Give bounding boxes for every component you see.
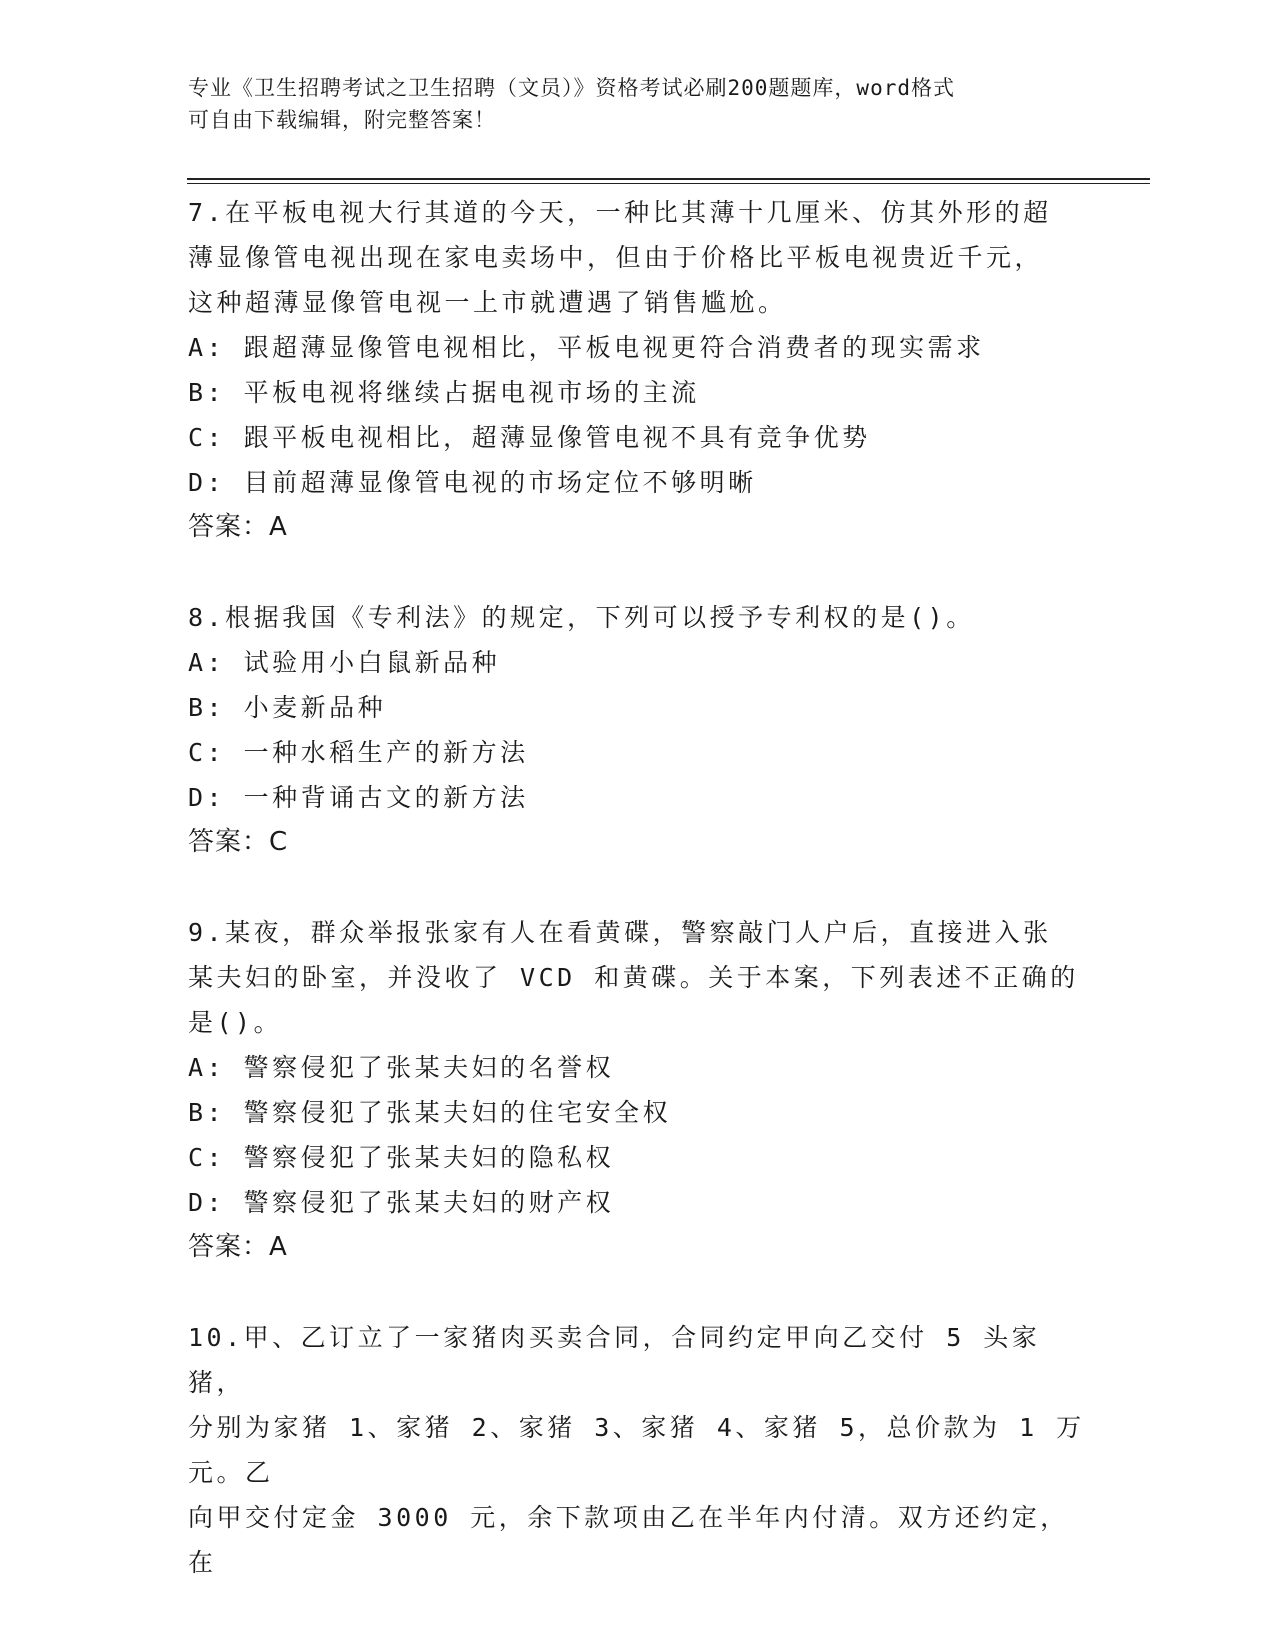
question-stem-line: 是()。 — [188, 1008, 283, 1037]
answer: 答案：A — [188, 512, 288, 542]
header-line-2: 可自由下载编辑，附完整答案！ — [188, 108, 496, 132]
option-d: D: 一种背诵古文的新方法 — [188, 783, 529, 812]
question-stem-line: 某夫妇的卧室，并没收了 VCD 和黄碟。关于本案，下列表述不正确的 — [188, 963, 1079, 992]
question-stem-line: 薄显像管电视出现在家电卖场中，但由于价格比平板电视贵近千元， — [188, 243, 1044, 272]
question-stem-line: 10.甲、乙订立了一家猪肉买卖合同，合同约定甲向乙交付 5 头家猪， — [188, 1323, 1041, 1397]
option-d: D: 警察侵犯了张某夫妇的财产权 — [188, 1188, 615, 1217]
question-block-8 — [188, 595, 1088, 865]
question-stem-line: 这种超薄显像管电视一上市就遭遇了销售尴尬。 — [188, 288, 787, 317]
option-c: C: 跟平板电视相比，超薄显像管电视不具有竞争优势 — [188, 423, 871, 452]
answer: 答案：C — [188, 827, 289, 857]
header-line-1: 专业《卫生招聘考试之卫生招聘（文员）》资格考试必刷200题题库，word格式 — [188, 76, 955, 100]
question-stem-line: 向甲交付定金 3000 元，余下款项由乙在半年内付清。双方还约定，在 — [188, 1503, 1069, 1577]
option-b: B: 警察侵犯了张某夫妇的住宅安全权 — [188, 1098, 672, 1127]
answer: 答案：A — [188, 1232, 288, 1262]
option-a: A: 跟超薄显像管电视相比，平板电视更符合消费者的现实需求 — [188, 333, 985, 362]
question-block-9 — [188, 910, 1088, 1270]
option-a: A: 试验用小白鼠新品种 — [188, 648, 501, 677]
question-stem-line: 8.根据我国《专利法》的规定，下列可以授予专利权的是()。 — [188, 603, 975, 632]
header-divider-thick — [187, 178, 1150, 180]
option-d: D: 目前超薄显像管电视的市场定位不够明晰 — [188, 468, 757, 497]
option-b: B: 小麦新品种 — [188, 693, 387, 722]
question-block-7 — [188, 190, 1088, 550]
question-stem-line: 7.在平板电视大行其道的今天，一种比其薄十几厘米、仿其外形的超 — [188, 198, 1052, 227]
question-stem-line: 9.某夜，群众举报张家有人在看黄碟，警察敲门人户后，直接进入张 — [188, 918, 1052, 947]
question-stem-line: 分别为家猪 1、家猪 2、家猪 3、家猪 4、家猪 5，总价款为 1 万元。乙 — [188, 1413, 1085, 1487]
document-header — [188, 72, 1068, 136]
question-list — [188, 190, 1088, 1585]
header-divider-thin — [187, 183, 1150, 184]
option-c: C: 一种水稻生产的新方法 — [188, 738, 529, 767]
option-c: C: 警察侵犯了张某夫妇的隐私权 — [188, 1143, 615, 1172]
option-b: B: 平板电视将继续占据电视市场的主流 — [188, 378, 700, 407]
question-block-10 — [188, 1315, 1088, 1585]
option-a: A: 警察侵犯了张某夫妇的名誉权 — [188, 1053, 615, 1082]
